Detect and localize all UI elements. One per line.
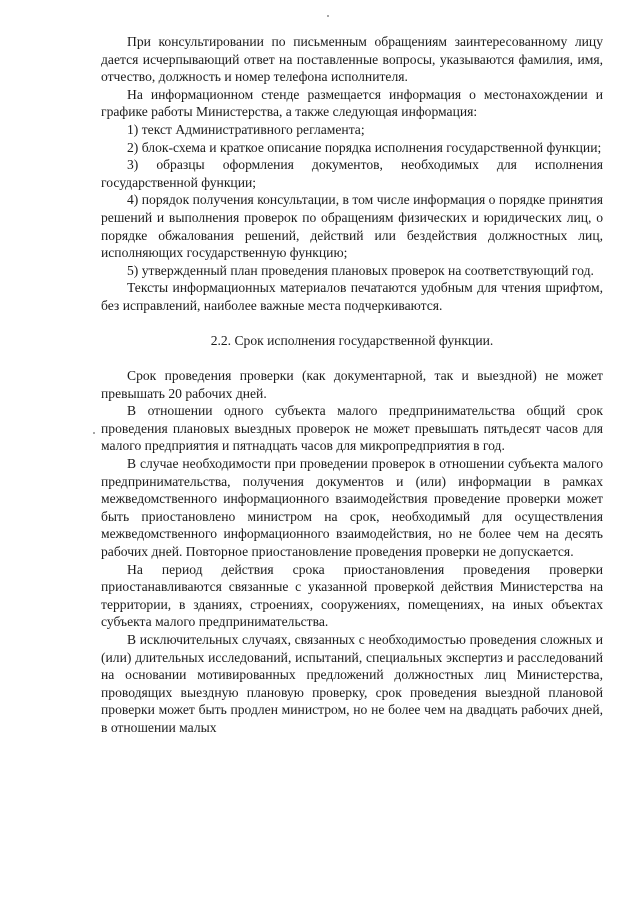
list-item: 1) текст Административного регламента; xyxy=(127,121,365,137)
scan-speck xyxy=(327,15,329,17)
list-item: 4) порядок получения консультации, в том числе информация о порядке принятия решений и выполнения проверок по обращениям физических и юридических лиц, о порядке обжалования решений, действий или бездействия должностных лиц, исполняющих государственную функцию; xyxy=(101,192,603,261)
paragraph: Тексты информационных материалов печатаются удобным для чтения шрифтом, без исправлений, наиболее важные места подчеркиваются. xyxy=(101,280,603,313)
paragraph: В отношении одного субъекта малого предпринимательства общий срок проведения плановых выездных проверок не может превышать пятьдесят часов для малого предприятия и пятнадцать часов для микропредприятия в год. xyxy=(101,403,603,454)
section-heading: 2.2. Срок исполнения государственной функции. xyxy=(210,332,494,348)
paragraph: Срок проведения проверки (как документарной, так и выездной) не может превышать 20 рабочих дней. xyxy=(101,368,603,401)
paragraph: На информационном стенде размещается информация о местонахождении и графике работы Министерства, а также следующая информация: xyxy=(101,86,603,120)
paragraph: В случае необходимости при проведении проверок в отношении субъекта малого предпринимательства, получения документов и (или) информации в рамках межведомственного информационного взаимодействия проведение проверки может быть приостановлено министром на срок, необходимый для осуществления межведомственного информационного взаимодействия, но не более чем на десять рабочих дней. Повторное приостановление проведения проверки не допускается. xyxy=(101,456,603,560)
list-item: 2) блок-схема и краткое описание порядка исполнения государственной функции; xyxy=(127,139,602,155)
list-item: 5) утвержденный план проведения плановых проверок на соответствующий год. xyxy=(127,262,594,278)
paragraph: На период действия срока приостановления проведения проверки приостанавливаются связанные с указанной проверкой действия Министерства на территории, в зданиях, строениях, сооружениях, помещениях, на иных объектах субъекта малого предпринимательства. xyxy=(101,561,603,630)
scan-speck xyxy=(93,432,95,434)
document-page xyxy=(101,33,603,737)
list-item: 3) образцы оформления документов, необходимых для исполнения государственной функции; xyxy=(101,157,603,190)
paragraph: В исключительных случаях, связанных с необходимостью проведения сложных и (или) длительных исследований, испытаний, специальных экспертиз и расследований на основании мотивированных предложений должностных лиц Министерства, проводящих выездную плановую проверку, срок проведения выездной плановой проверки может быть продлен министром, но не более чем на двадцать рабочих дней, в отношении малых xyxy=(101,632,603,735)
paragraph: При консультировании по письменным обращениям заинтересованному лицу дается исчерпывающий ответ на поставленные вопросы, указываются фамилия, имя, отчество, должность и номер телефона исполнителя. xyxy=(101,34,603,85)
